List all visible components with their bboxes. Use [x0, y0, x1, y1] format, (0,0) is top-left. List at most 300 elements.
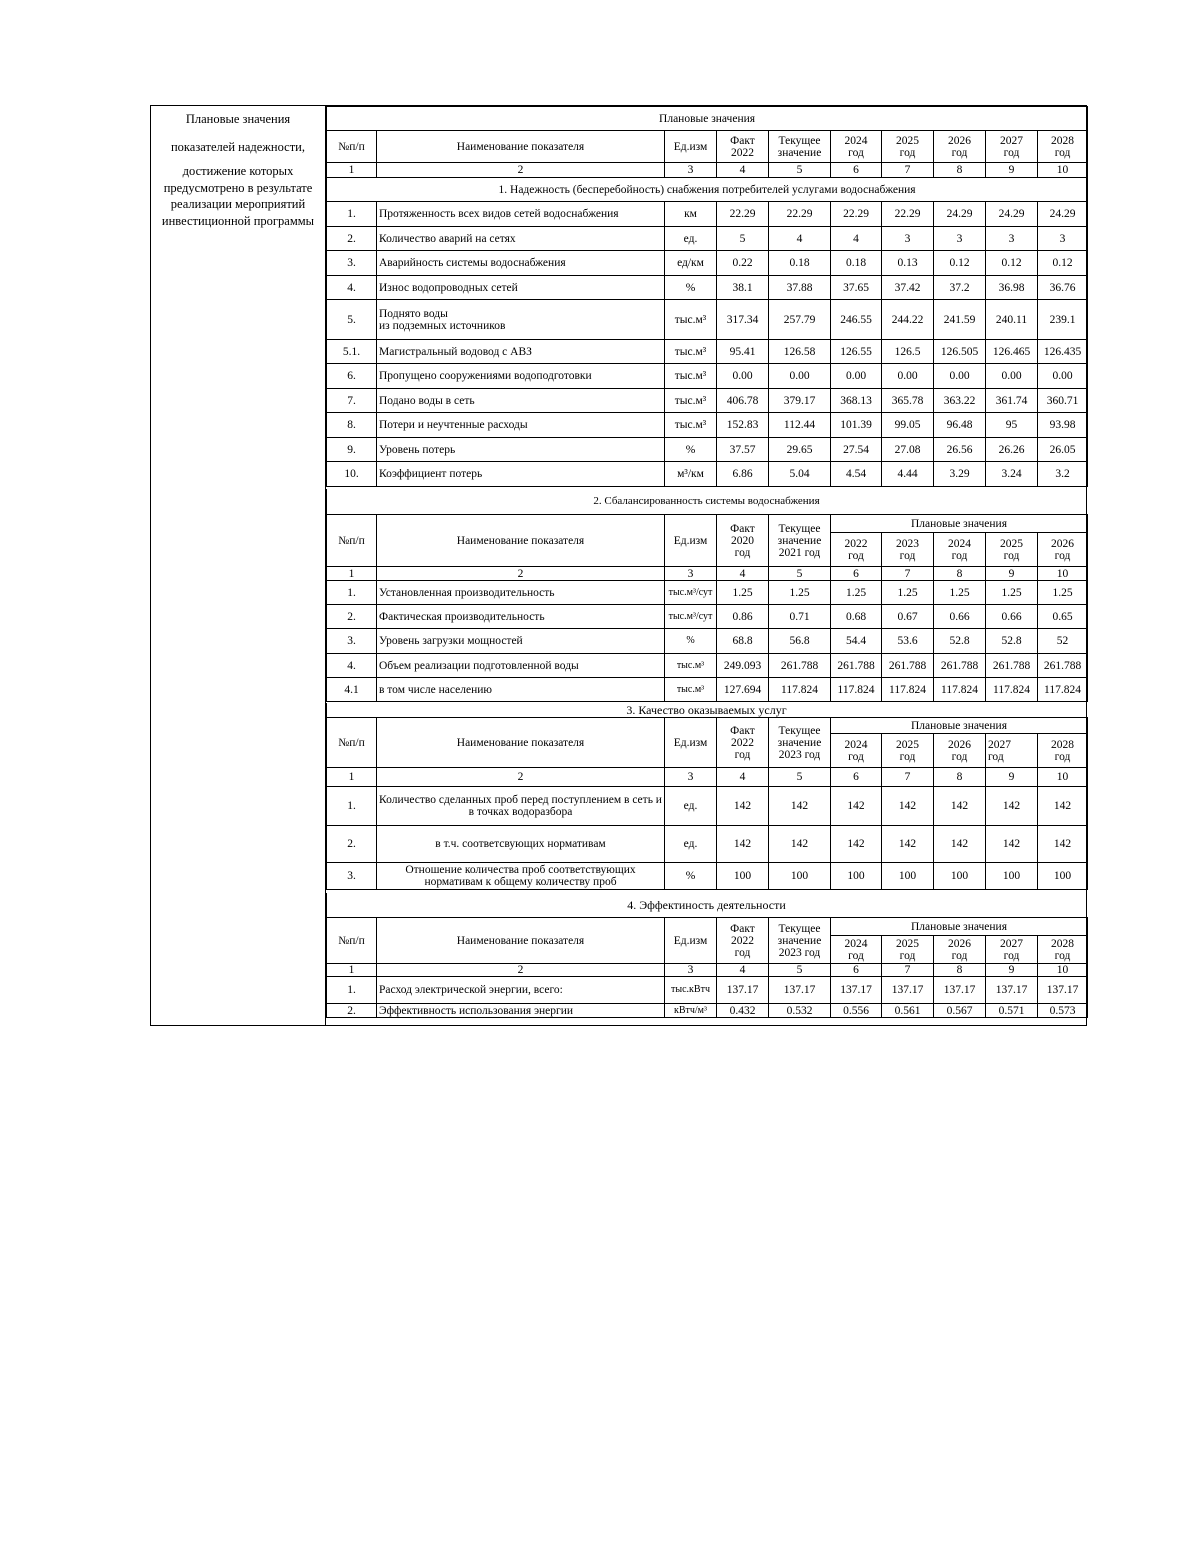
row-name: Износ водопроводных сетей	[377, 276, 665, 300]
row-value: 142	[769, 826, 831, 863]
header-fact: Факт 2022	[717, 131, 769, 163]
row-value: 3.24	[986, 462, 1038, 487]
header-year: 2025 год	[986, 533, 1038, 567]
row-value: 0.13	[882, 251, 934, 276]
row-number: 1.	[327, 202, 377, 227]
row-value: 142	[831, 826, 882, 863]
row-value: 0.00	[717, 364, 769, 389]
header-year: 2026 год	[934, 936, 986, 964]
row-name: Количество сделанных проб перед поступлением в сеть и в точках водоразбора	[377, 787, 665, 826]
plan-values-title: Плановые значения	[327, 107, 1088, 131]
row-value: 0.432	[717, 1004, 769, 1018]
row-value: 126.5	[882, 340, 934, 364]
column-numbers-row	[327, 768, 1088, 787]
row-value: 142	[882, 787, 934, 826]
row-value: 239.1	[1038, 300, 1088, 340]
header-year: 2028 год	[1038, 131, 1088, 163]
row-value: 261.788	[1038, 654, 1088, 678]
row-value: 368.13	[831, 389, 882, 413]
row-unit: ед.	[665, 227, 717, 251]
header-num: №п/п	[327, 131, 377, 163]
row-value: 126.55	[831, 340, 882, 364]
row-value: 241.59	[934, 300, 986, 340]
header-year: 2025 год	[882, 131, 934, 163]
section-3-table	[326, 717, 1088, 890]
row-value: 0.571	[986, 1004, 1038, 1018]
row-number: 5.1.	[327, 340, 377, 364]
row-value: 152.83	[717, 413, 769, 438]
header-year: 2024 год	[831, 936, 882, 964]
header-plan: Плановые значения	[831, 718, 1088, 734]
row-number: 3.	[327, 863, 377, 890]
row-value: 137.17	[769, 977, 831, 1004]
colnum: 3	[665, 964, 717, 977]
row-name: Расход электрической энергии, всего:	[377, 977, 665, 1004]
colnum: 2	[377, 163, 665, 178]
row-name: Уровень загрузки мощностей	[377, 629, 665, 654]
colnum: 7	[882, 163, 934, 178]
indicators-area	[326, 106, 1087, 1025]
row-number: 9.	[327, 438, 377, 462]
row-value: 0.22	[717, 251, 769, 276]
table-row	[327, 581, 1088, 605]
row-value: 240.11	[986, 300, 1038, 340]
row-value: 117.824	[831, 678, 882, 702]
header-name: Наименование показателя	[377, 515, 665, 567]
row-value: 142	[986, 787, 1038, 826]
column-numbers-row	[327, 964, 1088, 977]
row-name: Отношение количества проб соответствующих нормативам к общему количеству проб	[377, 863, 665, 890]
row-value: 379.17	[769, 389, 831, 413]
row-value: 126.435	[1038, 340, 1088, 364]
row-value: 137.17	[882, 977, 934, 1004]
colnum: 6	[831, 768, 882, 787]
colnum: 6	[831, 163, 882, 178]
row-name: Поднято воды из подземных источников	[377, 300, 665, 340]
row-value: 317.34	[717, 300, 769, 340]
header-year: 2026 год	[934, 131, 986, 163]
table-row	[327, 340, 1088, 364]
row-value: 37.42	[882, 276, 934, 300]
row-value: 100	[882, 863, 934, 890]
row-name: Аварийность системы водоснабжения	[377, 251, 665, 276]
colnum: 3	[665, 163, 717, 178]
colnum: 2	[377, 964, 665, 977]
section-title: 2. Сбалансированность системы водоснабжения	[326, 489, 1087, 514]
row-unit: тыс.м³	[665, 654, 717, 678]
row-name: Магистральный водовод с АВЗ	[377, 340, 665, 364]
row-number: 4.	[327, 276, 377, 300]
header-name: Наименование показателя	[377, 918, 665, 964]
header-current: Текущее значение 2021 год	[769, 515, 831, 567]
column-numbers-row	[327, 163, 1088, 178]
row-value: 117.824	[769, 678, 831, 702]
colnum: 8	[934, 163, 986, 178]
row-unit: тыс.м³	[665, 300, 717, 340]
row-unit: ед.	[665, 787, 717, 826]
left-line: Плановые значения	[185, 112, 291, 126]
colnum: 5	[769, 163, 831, 178]
row-value: 3	[934, 227, 986, 251]
row-value: 3.2	[1038, 462, 1088, 487]
section-title: 4. Эффектиность деятельности	[326, 893, 1087, 917]
row-unit: тыс.м³/сут	[665, 605, 717, 629]
row-value: 261.788	[986, 654, 1038, 678]
row-value: 26.26	[986, 438, 1038, 462]
colnum: 1	[327, 964, 377, 977]
row-value: 99.05	[882, 413, 934, 438]
row-value: 363.22	[934, 389, 986, 413]
row-value: 95	[986, 413, 1038, 438]
row-value: 22.29	[717, 202, 769, 227]
row-value: 0.00	[882, 364, 934, 389]
row-value: 1.25	[831, 581, 882, 605]
row-value: 126.505	[934, 340, 986, 364]
row-unit: тыс.м³	[665, 389, 717, 413]
row-number: 2.	[327, 1004, 377, 1018]
header-year: 2027 год	[986, 734, 1038, 768]
row-value: 3	[1038, 227, 1088, 251]
row-name: в том числе населению	[377, 678, 665, 702]
left-line: инвестиционной программы	[161, 214, 315, 228]
row-value: 142	[717, 787, 769, 826]
row-value: 0.00	[831, 364, 882, 389]
header-fact: Факт 2022 год	[717, 918, 769, 964]
header-year: 2027 год	[986, 936, 1038, 964]
row-number: 10.	[327, 462, 377, 487]
header-num: №п/п	[327, 918, 377, 964]
row-value: 142	[934, 787, 986, 826]
header-year: 2026 год	[934, 734, 986, 768]
row-value: 137.17	[986, 977, 1038, 1004]
row-value: 24.29	[1038, 202, 1088, 227]
colnum: 7	[882, 964, 934, 977]
row-unit: тыс.м³	[665, 364, 717, 389]
header-plan: Плановые значения	[831, 515, 1088, 533]
colnum: 5	[769, 567, 831, 581]
row-value: 100	[1038, 863, 1088, 890]
table-row	[327, 787, 1088, 826]
colnum: 2	[377, 768, 665, 787]
row-value: 0.556	[831, 1004, 882, 1018]
row-value: 360.71	[1038, 389, 1088, 413]
row-value: 0.12	[934, 251, 986, 276]
header-unit: Ед.изм	[665, 515, 717, 567]
row-value: 0.86	[717, 605, 769, 629]
row-name: Коэффициент потерь	[377, 462, 665, 487]
colnum: 6	[831, 567, 882, 581]
row-number: 3.	[327, 251, 377, 276]
row-value: 1.25	[1038, 581, 1088, 605]
row-unit: тыс.м³	[665, 340, 717, 364]
row-value: 127.694	[717, 678, 769, 702]
row-value: 0.532	[769, 1004, 831, 1018]
table-row	[327, 300, 1088, 340]
colnum: 9	[986, 964, 1038, 977]
row-value: 54.4	[831, 629, 882, 654]
row-value: 0.573	[1038, 1004, 1088, 1018]
header-year: 2027 год	[986, 131, 1038, 163]
row-value: 0.00	[769, 364, 831, 389]
colnum: 10	[1038, 768, 1088, 787]
row-value: 101.39	[831, 413, 882, 438]
table-row	[327, 227, 1088, 251]
row-value: 1.25	[934, 581, 986, 605]
row-value: 36.76	[1038, 276, 1088, 300]
row-value: 117.824	[1038, 678, 1088, 702]
row-value: 0.12	[1038, 251, 1088, 276]
header-year: 2024 год	[831, 131, 882, 163]
column-numbers-row	[327, 567, 1088, 581]
table-row	[327, 1004, 1088, 1018]
row-value: 261.788	[769, 654, 831, 678]
colnum: 4	[717, 163, 769, 178]
row-name: Установленная производительность	[377, 581, 665, 605]
row-number: 1.	[327, 581, 377, 605]
row-name: Количество аварий на сетях	[377, 227, 665, 251]
row-value: 142	[1038, 787, 1088, 826]
header-current: Текущее значение 2023 год	[769, 718, 831, 768]
row-value: 52	[1038, 629, 1088, 654]
row-value: 26.56	[934, 438, 986, 462]
row-value: 261.788	[934, 654, 986, 678]
row-value: 100	[769, 863, 831, 890]
row-number: 4.1	[327, 678, 377, 702]
colnum: 8	[934, 768, 986, 787]
colnum: 9	[986, 163, 1038, 178]
row-value: 52.8	[934, 629, 986, 654]
table-row	[327, 413, 1088, 438]
row-value: 137.17	[831, 977, 882, 1004]
row-value: 53.6	[882, 629, 934, 654]
row-number: 2.	[327, 605, 377, 629]
row-unit: %	[665, 629, 717, 654]
colnum: 9	[986, 567, 1038, 581]
table-row	[327, 863, 1088, 890]
table-row	[327, 251, 1088, 276]
row-value: 1.25	[769, 581, 831, 605]
row-value: 142	[882, 826, 934, 863]
colnum: 3	[665, 567, 717, 581]
header-name: Наименование показателя	[377, 718, 665, 768]
row-value: 24.29	[986, 202, 1038, 227]
left-line: реализации мероприятий	[170, 197, 306, 211]
colnum: 7	[882, 567, 934, 581]
header-current: Текущее значение 2023 год	[769, 918, 831, 964]
row-value: 244.22	[882, 300, 934, 340]
row-value: 38.1	[717, 276, 769, 300]
row-value: 0.567	[934, 1004, 986, 1018]
row-value: 246.55	[831, 300, 882, 340]
colnum: 8	[934, 567, 986, 581]
header-name: Наименование показателя	[377, 131, 665, 163]
row-value: 126.465	[986, 340, 1038, 364]
row-value: 22.29	[882, 202, 934, 227]
section-2-table	[326, 514, 1088, 702]
row-value: 95.41	[717, 340, 769, 364]
colnum: 1	[327, 163, 377, 178]
row-value: 37.65	[831, 276, 882, 300]
row-value: 112.44	[769, 413, 831, 438]
row-unit: тыс.кВтч	[665, 977, 717, 1004]
header-fact: Факт 2022 год	[717, 718, 769, 768]
table-row	[327, 605, 1088, 629]
section-title: 3. Качество оказываемых услуг	[326, 703, 1087, 717]
row-number: 3.	[327, 629, 377, 654]
row-value: 3	[986, 227, 1038, 251]
colnum: 10	[1038, 163, 1088, 178]
header-unit: Ед.изм	[665, 718, 717, 768]
row-value: 406.78	[717, 389, 769, 413]
row-value: 117.824	[934, 678, 986, 702]
table-row	[327, 654, 1088, 678]
colnum: 4	[717, 768, 769, 787]
row-value: 0.00	[1038, 364, 1088, 389]
header-year: 2022 год	[831, 533, 882, 567]
row-name: Потери и неучтенные расходы	[377, 413, 665, 438]
row-value: 37.2	[934, 276, 986, 300]
table-row	[327, 364, 1088, 389]
section-1-table	[326, 106, 1088, 487]
header-unit: Ед.изм	[665, 918, 717, 964]
row-unit: ед.	[665, 826, 717, 863]
row-value: 100	[717, 863, 769, 890]
row-value: 52.8	[986, 629, 1038, 654]
left-line: достижение которых	[182, 164, 294, 178]
colnum: 4	[717, 964, 769, 977]
left-line: показателей надежности,	[170, 140, 305, 154]
row-number: 8.	[327, 413, 377, 438]
row-value: 0.561	[882, 1004, 934, 1018]
colnum: 10	[1038, 567, 1088, 581]
table-row	[327, 678, 1088, 702]
row-unit: %	[665, 863, 717, 890]
row-value: 261.788	[831, 654, 882, 678]
row-value: 6.86	[717, 462, 769, 487]
header-year: 2024 год	[831, 734, 882, 768]
row-value: 117.824	[882, 678, 934, 702]
row-value: 1.25	[882, 581, 934, 605]
left-line: предусмотрено в результате	[163, 181, 313, 195]
row-value: 249.093	[717, 654, 769, 678]
row-value: 257.79	[769, 300, 831, 340]
row-value: 27.54	[831, 438, 882, 462]
row-value: 4.44	[882, 462, 934, 487]
row-unit: тыс.м³	[665, 678, 717, 702]
header-year: 2023 год	[882, 533, 934, 567]
colnum: 1	[327, 567, 377, 581]
row-value: 68.8	[717, 629, 769, 654]
row-number: 7.	[327, 389, 377, 413]
row-value: 93.98	[1038, 413, 1088, 438]
row-unit: %	[665, 438, 717, 462]
row-value: 142	[934, 826, 986, 863]
row-name: Объем реализации подготовленной воды	[377, 654, 665, 678]
row-value: 0.71	[769, 605, 831, 629]
colnum: 3	[665, 768, 717, 787]
row-value: 37.57	[717, 438, 769, 462]
row-value: 137.17	[934, 977, 986, 1004]
row-unit: км	[665, 202, 717, 227]
row-number: 2.	[327, 826, 377, 863]
row-value: 0.68	[831, 605, 882, 629]
row-unit: м³/км	[665, 462, 717, 487]
row-value: 365.78	[882, 389, 934, 413]
row-unit: ед/км	[665, 251, 717, 276]
colnum: 6	[831, 964, 882, 977]
row-value: 3.29	[934, 462, 986, 487]
colnum: 10	[1038, 964, 1088, 977]
header-unit: Ед.изм	[665, 131, 717, 163]
row-value: 0.18	[769, 251, 831, 276]
row-value: 0.12	[986, 251, 1038, 276]
table-row	[327, 629, 1088, 654]
row-value: 0.18	[831, 251, 882, 276]
colnum: 5	[769, 964, 831, 977]
row-name: Уровень потерь	[377, 438, 665, 462]
row-number: 5.	[327, 300, 377, 340]
row-value: 117.824	[986, 678, 1038, 702]
row-value: 0.66	[934, 605, 986, 629]
section-title: 1. Надежность (бесперебойность) снабжения потребителей услугами водоснабжения	[327, 178, 1088, 202]
row-value: 0.00	[986, 364, 1038, 389]
row-value: 36.98	[986, 276, 1038, 300]
row-unit: тыс.м³/сут	[665, 581, 717, 605]
row-value: 3	[882, 227, 934, 251]
table-row	[327, 438, 1088, 462]
colnum: 8	[934, 964, 986, 977]
row-value: 142	[717, 826, 769, 863]
row-value: 126.58	[769, 340, 831, 364]
row-value: 22.29	[769, 202, 831, 227]
row-value: 37.88	[769, 276, 831, 300]
header-year: 2026 год	[1038, 533, 1088, 567]
row-number: 1.	[327, 977, 377, 1004]
row-value: 361.74	[986, 389, 1038, 413]
row-value: 4.54	[831, 462, 882, 487]
header-year: 2028 год	[1038, 936, 1088, 964]
row-value: 27.08	[882, 438, 934, 462]
header-year: 2028 год	[1038, 734, 1088, 768]
row-value: 100	[934, 863, 986, 890]
table-row	[327, 389, 1088, 413]
row-value: 22.29	[831, 202, 882, 227]
row-value: 4	[831, 227, 882, 251]
row-number: 1.	[327, 787, 377, 826]
row-name: Протяженность всех видов сетей водоснабжения	[377, 202, 665, 227]
row-number: 4.	[327, 654, 377, 678]
row-value: 5.04	[769, 462, 831, 487]
row-value: 261.788	[882, 654, 934, 678]
row-value: 26.05	[1038, 438, 1088, 462]
row-value: 142	[1038, 826, 1088, 863]
header-current: Текущее значение	[769, 131, 831, 163]
colnum: 9	[986, 768, 1038, 787]
row-name: в т.ч. соответсвующих нормативам	[377, 826, 665, 863]
colnum: 4	[717, 567, 769, 581]
header-year: 2025 год	[882, 936, 934, 964]
row-name: Пропущено сооружениями водоподготовки	[377, 364, 665, 389]
row-value: 100	[831, 863, 882, 890]
colnum: 1	[327, 768, 377, 787]
table-row	[327, 826, 1088, 863]
header-num: №п/п	[327, 515, 377, 567]
row-value: 56.8	[769, 629, 831, 654]
row-value: 137.17	[1038, 977, 1088, 1004]
row-value: 5	[717, 227, 769, 251]
row-unit: тыс.м³	[665, 413, 717, 438]
row-value: 142	[986, 826, 1038, 863]
